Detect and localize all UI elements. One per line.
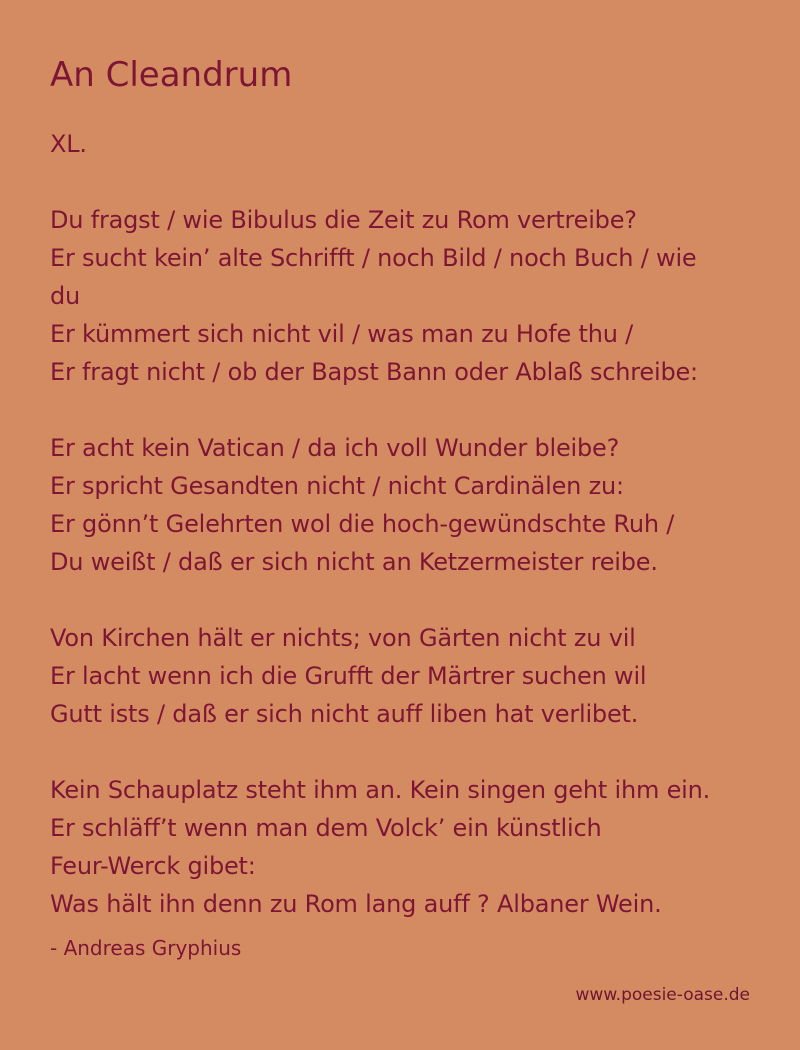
- poem-line: Er schläff’t wenn man dem Volck’ ein künstlich: [50, 814, 602, 842]
- stanza-2: [50, 429, 750, 581]
- poem-line: Du fragst / wie Bibulus die Zeit zu Rom vertreibe?: [50, 206, 637, 234]
- poem-line: Feur-Werck gibet:: [50, 852, 256, 880]
- poem-line: Er spricht Gesandten nicht / nicht Cardinälen zu:: [50, 472, 624, 500]
- poem-line: Du weißt / daß er sich nicht an Ketzermeister reibe.: [50, 548, 658, 576]
- stanza-3: [50, 619, 750, 733]
- poem-author: - Andreas Gryphius: [50, 936, 242, 960]
- poem-line: Was hält ihn denn zu Rom lang auff ? Albaner Wein.: [50, 890, 662, 918]
- poem-line: du: [50, 282, 81, 310]
- poem-line: Kein Schauplatz steht ihm an. Kein singen geht ihm ein.: [50, 776, 711, 804]
- stanza-4: [50, 771, 750, 923]
- poem-line: Er acht kein Vatican / da ich voll Wunder bleibe?: [50, 434, 620, 462]
- poem-line: Er sucht kein’ alte Schrifft / noch Bild / noch Buch / wie: [50, 244, 697, 272]
- stanza-gap: [50, 581, 750, 619]
- poem-line: Gutt ists / daß er sich nicht auff liben hat verlibet.: [50, 700, 639, 728]
- poem-body: [50, 125, 750, 923]
- poem-line: Er kümmert sich nicht vil / was man zu Hofe thu /: [50, 320, 634, 348]
- poem-line: Er fragt nicht / ob der Bapst Bann oder Ablaß schreibe:: [50, 358, 698, 386]
- poem-line: Er gönn’t Gelehrten wol die hoch-gewündschte Ruh /: [50, 510, 675, 538]
- stanza-gap: [50, 733, 750, 771]
- poem-line: Er lacht wenn ich die Grufft der Märtrer suchen wil: [50, 662, 647, 690]
- stanza-gap: [50, 163, 750, 201]
- stanza-gap: [50, 391, 750, 429]
- poem-title: An Cleandrum: [50, 55, 293, 95]
- website-link[interactable]: www.poesie-oase.de: [575, 985, 750, 1005]
- poem-line: Von Kirchen hält er nichts; von Gärten nicht zu vil: [50, 624, 636, 652]
- stanza-1: [50, 201, 750, 391]
- poem-number: XL.: [50, 130, 87, 158]
